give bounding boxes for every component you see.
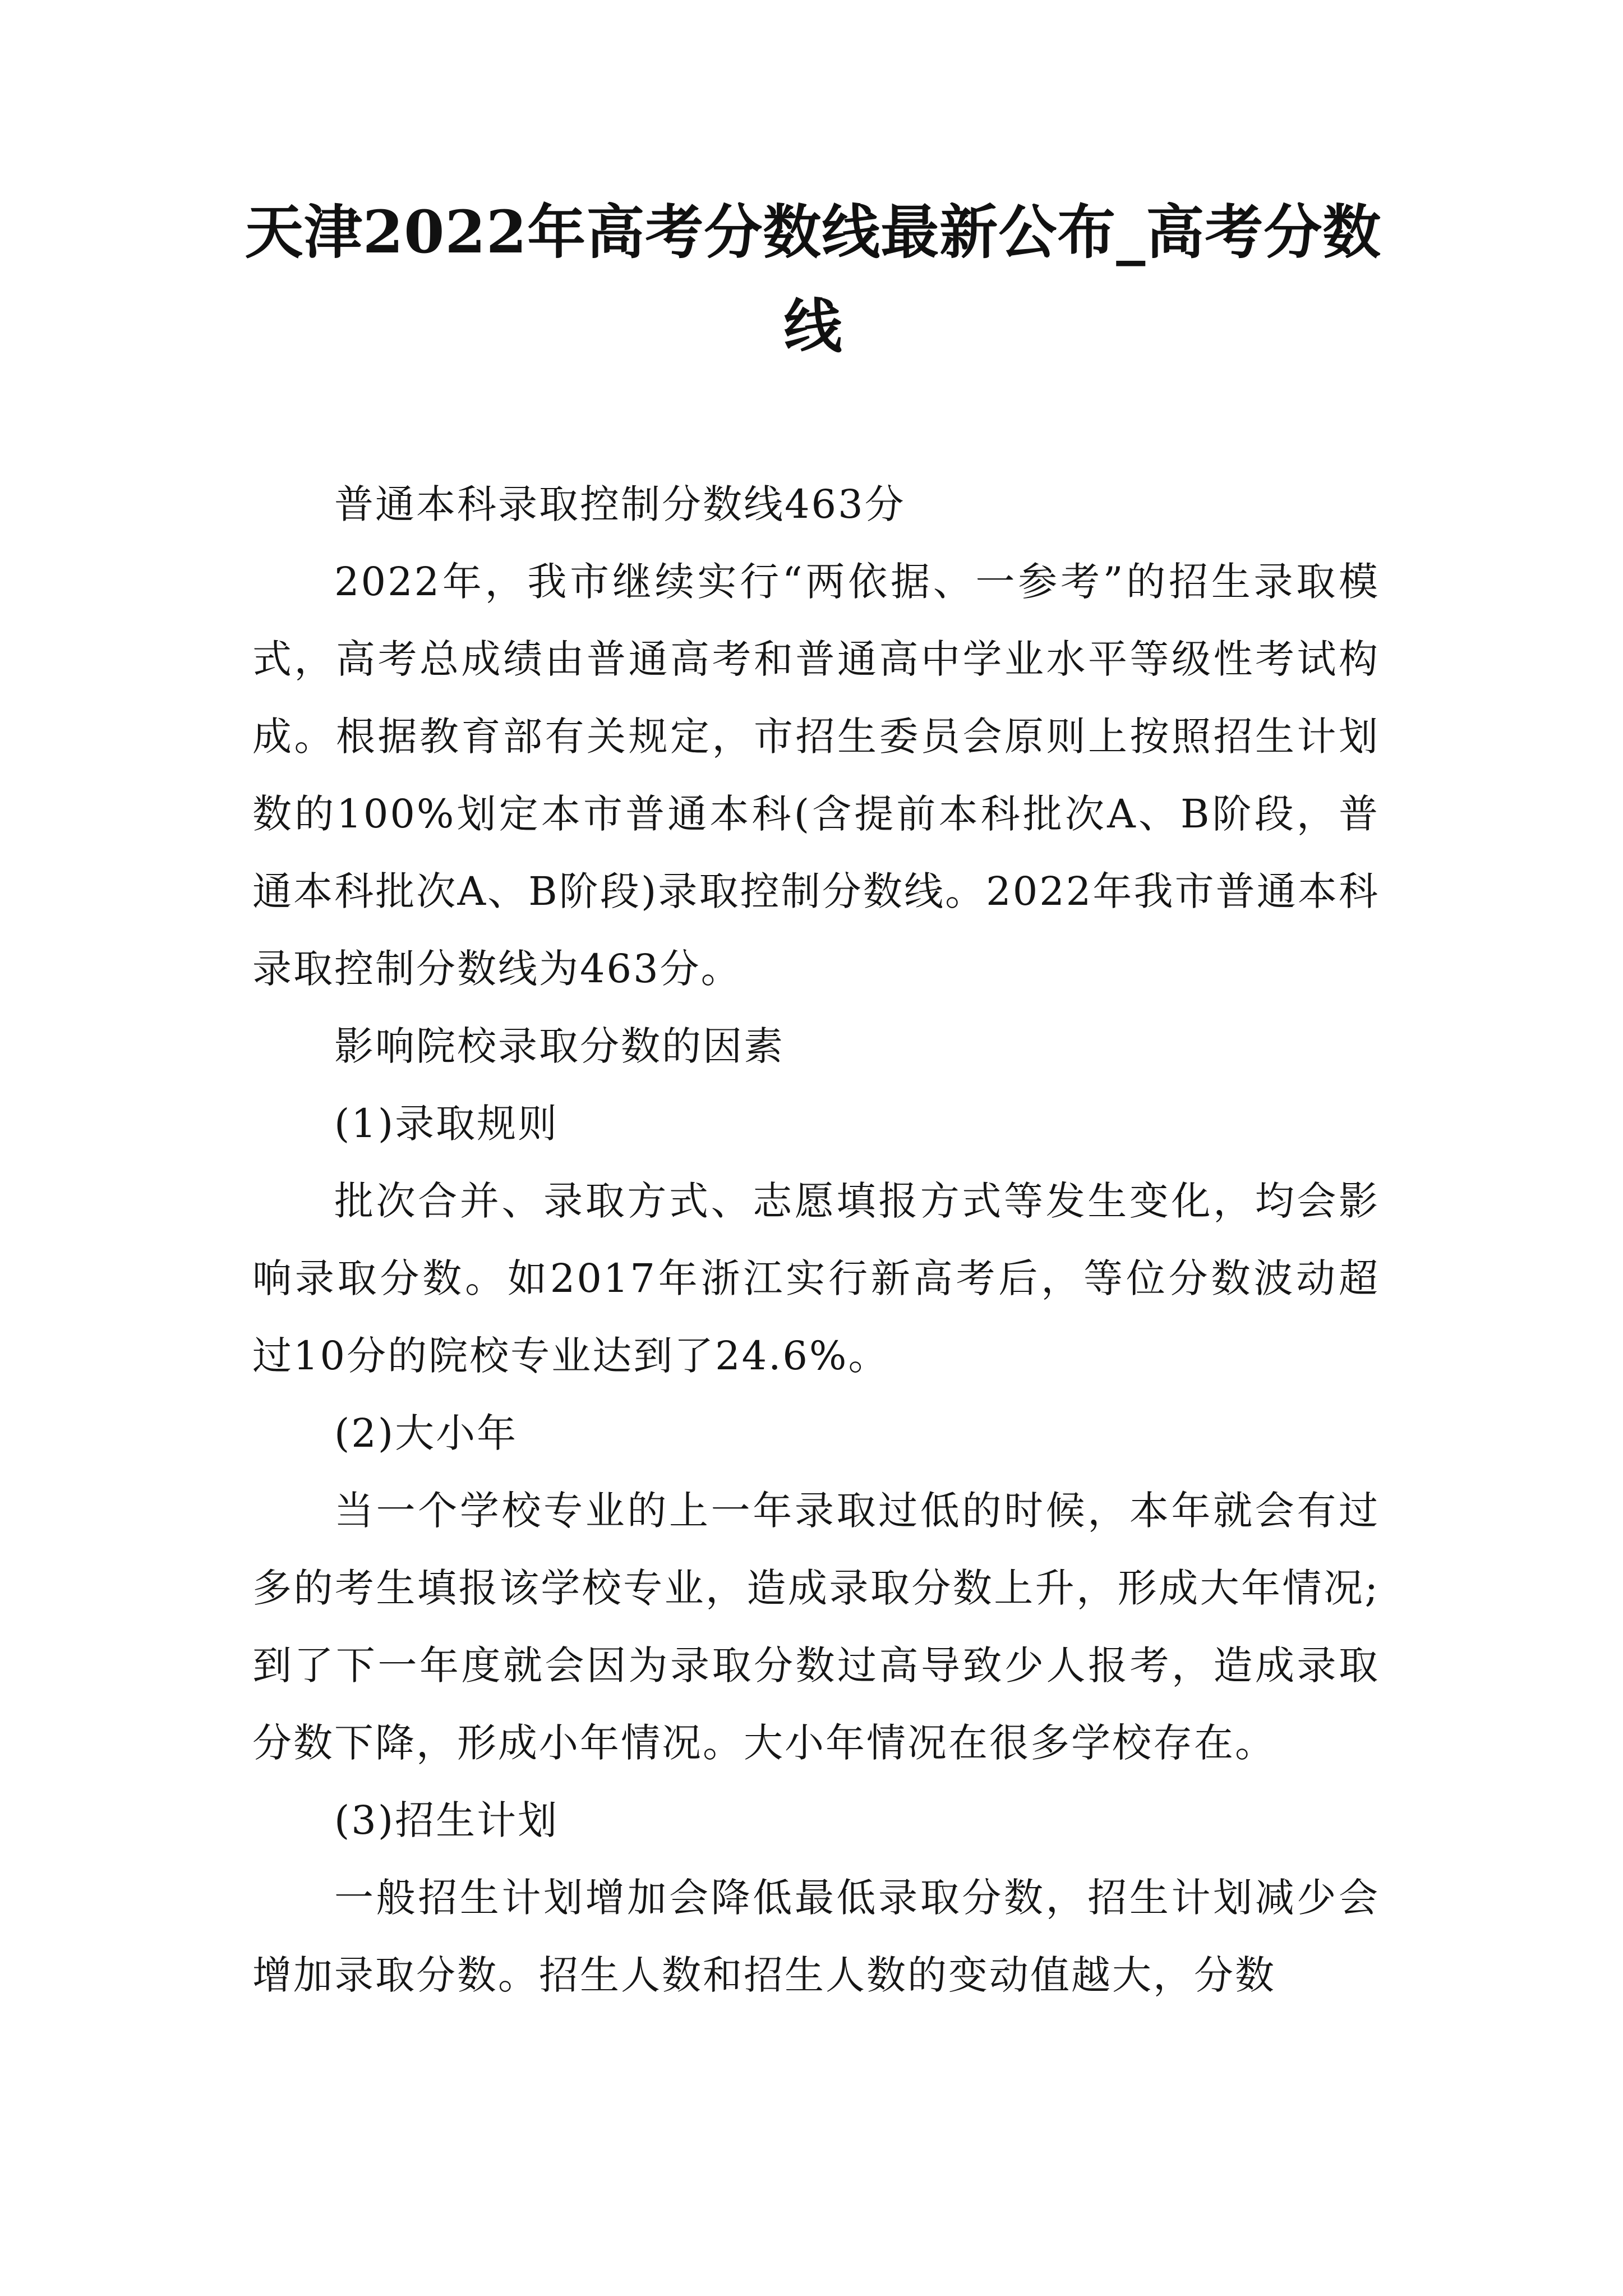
document-body [252,466,1380,2014]
paragraph-admission-rules: 批次合并、录取方式、志愿填报方式等发生变化，均会影响录取分数。如2017年浙江实行新高考后，等位分数波动超过10分的院校专业达到了24.6%。 [252,1178,1380,1379]
paragraph-big-small-year-heading: (2)大小年 [334,1410,518,1456]
paragraph-factors-heading: 影响院校录取分数的因素 [334,1023,785,1069]
document-title: 天津2022年高考分数线最新公布_高考分数线 [245,197,1382,361]
paragraph-enrollment-plan: 一般招生计划增加会降低最低录取分数，招生计划减少会增加录取分数。招生人数和招生人数的变动值越大，分数 [252,1875,1380,1998]
paragraph-undergrad-cutoff-heading: 普通本科录取控制分数线463分 [334,481,906,527]
paragraph-admission-model: 2022年，我市继续实行“两依据、一参考”的招生录取模式，高考总成绩由普通高考和普通高中学业水平等级性考试构成。根据教育部有关规定，市招生委员会原则上按照招生计划数的100%划定本市普通本科(含提前本科批次A、B阶段，普通本科批次A、B阶段)录取控制分数线。2022年我市普通本科录取控制分数线为463分。 [252,559,1380,992]
paragraph-enrollment-plan-heading: (3)招生计划 [334,1797,559,1843]
paragraph-rule-heading: (1)录取规则 [334,1101,559,1147]
paragraph-big-small-year: 当一个学校专业的上一年录取过低的时候，本年就会有过多的考生填报该学校专业，造成录取分数上升，形成大年情况;到了下一年度就会因为录取分数过高导致少人报考，造成录取分数下降，形成小年情况。大小年情况在很多学校存在。 [252,1488,1380,1766]
